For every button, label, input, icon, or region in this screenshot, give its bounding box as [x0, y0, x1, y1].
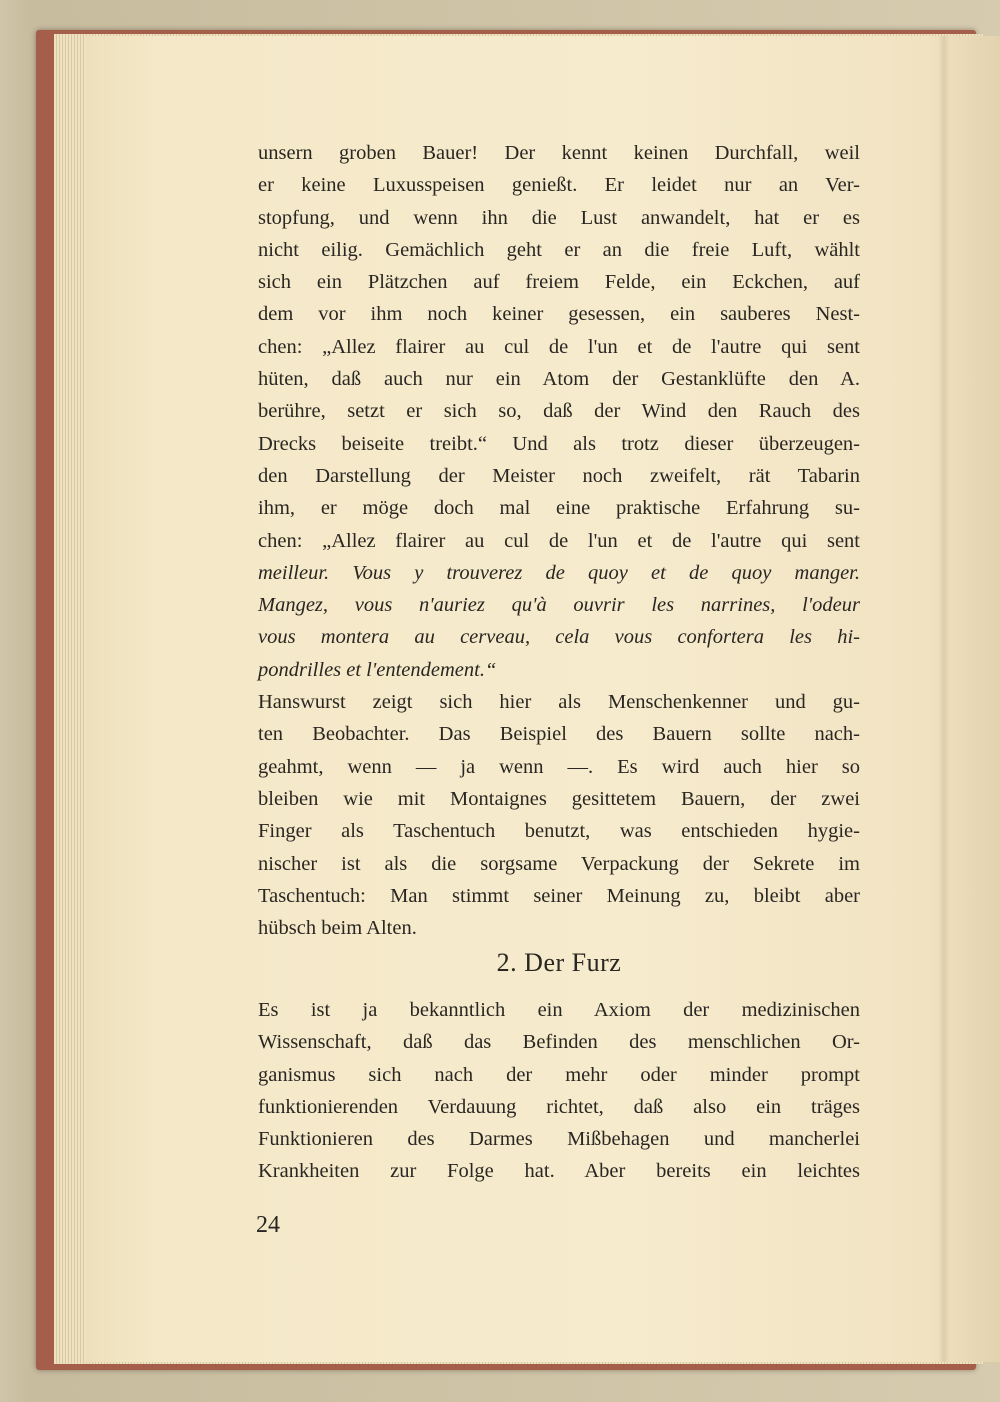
text-line: hübsch beim Alten.	[258, 917, 417, 940]
text-line: berühre, setzt er sich so, daß der Wind den Rauch des	[258, 400, 860, 423]
page-number: 24	[256, 1212, 280, 1238]
body-text-bottom	[258, 994, 860, 1188]
text-line: Es ist ja bekanntlich ein Axiom der medizinischen	[258, 999, 860, 1021]
body-text-top	[258, 137, 860, 944]
text-line: ganismus sich nach der mehr oder minder prompt	[258, 1063, 860, 1086]
text-line: den Darstellung der Meister noch zweifelt, rät Tabarin	[258, 464, 860, 487]
text-line: geahmt, wenn — ja wenn —. Es wird auch hier so	[258, 755, 860, 778]
text-line: bleiben wie mit Montaignes gesittetem Bauern, der zwei	[258, 787, 860, 810]
text-line: Krankheiten zur Folge hat. Aber bereits ein leichtes	[258, 1160, 860, 1183]
text-line: funktionierenden Verdauung richtet, daß also ein träges	[258, 1095, 860, 1118]
text-line: Hanswurst zeigt sich hier als Menschenkenner und gu-	[258, 691, 860, 714]
text-line: ihm, er möge doch mal eine praktische Erfahrung su-	[258, 497, 860, 520]
text-line: hüten, daß auch nur ein Atom der Gestanklüfte den A.	[258, 368, 860, 391]
text-line-italic: vous montera au cerveau, cela vous confortera les hi-	[258, 626, 860, 649]
text-line: chen: „Allez flairer au cul de l'un et de l'autre qui sent	[258, 335, 860, 358]
text-line: stopfung, und wenn ihn die Lust anwandelt, hat er es	[258, 206, 860, 229]
text-line: nicht eilig. Gemächlich geht er an die freie Luft, wählt	[258, 238, 860, 261]
section-heading: 2. Der Furz	[496, 948, 622, 977]
text-line: unsern groben Bauer! Der kennt keinen Durchfall, weil	[258, 142, 860, 164]
text-line: Funktionieren des Darmes Mißbehagen und mancherlei	[258, 1128, 860, 1151]
text-line: dem vor ihm noch keiner gesessen, ein sauberes Nest-	[258, 303, 860, 326]
text-line: Wissenschaft, daß das Befinden des menschlichen Or-	[258, 1031, 860, 1054]
text-line-italic: Mangez, vous n'auriez qu'à ouvrir les narrines, l'odeur	[258, 594, 860, 617]
text-line: nischer ist als die sorgsame Verpackung der Sekrete im	[258, 852, 860, 875]
text-line-italic: pondrilles et l'entendement.“	[258, 658, 497, 681]
text-line: ten Beobachter. Das Beispiel des Bauern sollte nach-	[258, 723, 860, 746]
text-line: Finger als Taschentuch benutzt, was entschieden hygie-	[258, 820, 860, 843]
text-line-italic: meilleur. Vous y trouverez de quoy et de quoy manger.	[258, 561, 860, 584]
page-fold	[938, 36, 950, 1362]
text-line: er keine Luxusspeisen genießt. Er leidet nur an Ver-	[258, 174, 860, 197]
text-line: sich ein Plätzchen auf freiem Felde, ein Eckchen, auf	[258, 271, 860, 294]
text-line: chen: „Allez flairer au cul de l'un et de l'autre qui sent	[258, 529, 860, 552]
text-line: Taschentuch: Man stimmt seiner Meinung zu, bleibt aber	[258, 884, 860, 907]
text-line: Drecks beiseite treibt.“ Und als trotz dieser überzeugen-	[258, 432, 860, 455]
